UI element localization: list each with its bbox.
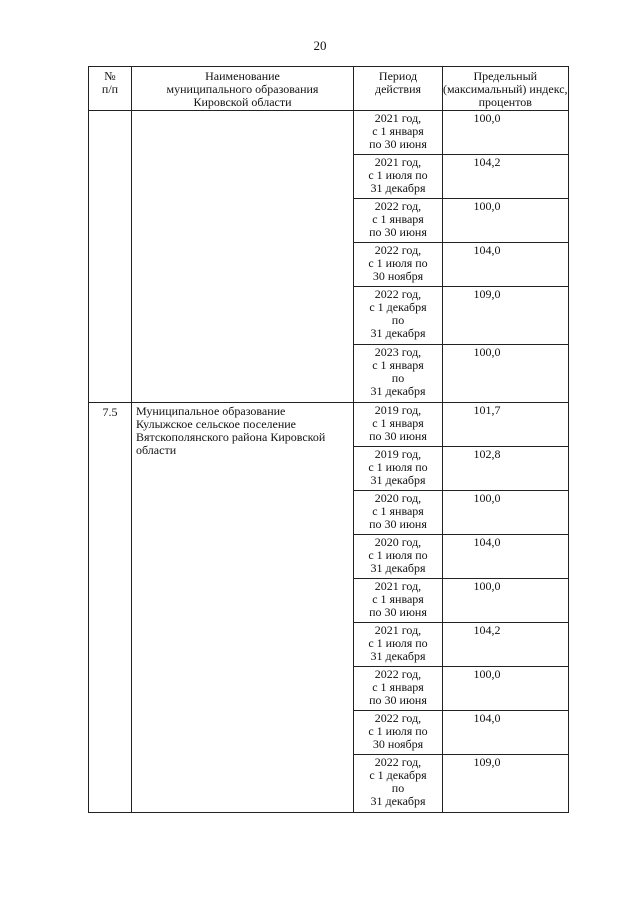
period-line: по 30 июня [369,605,427,619]
period-line: 2023 год, [374,345,422,359]
index-value: 100,0 [473,111,501,125]
period-line: по 30 июня [369,693,427,707]
period-line: с 1 июля по [368,460,428,474]
period-line: с 1 января [372,358,424,372]
header-index-line: (максимальный) индекс, [443,82,568,96]
period-cell [354,667,443,711]
period-cell [354,345,443,403]
period-line: 2019 год, [374,403,422,417]
period-line: с 1 декабря [369,300,427,314]
index-value: 100,0 [473,345,501,359]
index-value: 101,7 [473,403,501,417]
index-cell [443,243,569,287]
index-cell [443,345,569,403]
period-line: 2020 год, [374,491,422,505]
header-period-line: действия [374,82,422,96]
index-value: 104,2 [473,623,501,637]
period-cell [354,111,443,155]
period-line: по [391,781,405,795]
header-name [132,67,354,111]
period-line: 2022 год, [374,755,422,769]
period-line: с 1 января [372,212,424,226]
index-cell [443,155,569,199]
index-cell [443,111,569,155]
period-line: 2021 год, [374,579,422,593]
period-cell [354,243,443,287]
index-cell [443,535,569,579]
table-header-row [89,67,569,111]
period-line: 31 декабря [370,649,426,663]
period-line: по [391,313,405,327]
index-value: 100,0 [473,579,501,593]
header-period-line: Период [378,69,418,83]
header-period [354,67,443,111]
period-cell [354,287,443,345]
index-value: 104,0 [473,243,501,257]
municipality-name-line: Вятскополянского района Кировской [136,430,326,444]
period-line: с 1 июля по [368,548,428,562]
period-cell [354,447,443,491]
municipality-name-line: Муниципальное образование [136,404,286,418]
period-line: 31 декабря [370,326,426,340]
period-cell [354,199,443,243]
index-value: 109,0 [473,755,501,769]
period-line: 31 декабря [370,384,426,398]
period-line: 2021 год, [374,623,422,637]
period-line: с 1 января [372,124,424,138]
period-line: по 30 июня [369,225,427,239]
period-cell [354,711,443,755]
period-line: 2020 год, [374,535,422,549]
period-line: 30 ноября [372,737,424,751]
period-line: 2019 год, [374,447,422,461]
page-number: 20 [313,38,327,53]
period-cell [354,535,443,579]
period-line: 31 декабря [370,794,426,808]
header-no [89,67,132,111]
period-cell [354,403,443,447]
municipality-name-line: Кулыжское сельское поселение [136,417,297,431]
index-value: 104,0 [473,711,501,725]
municipality-name-line: области [136,443,177,457]
period-line: с 1 июля по [368,256,428,270]
index-value: 104,0 [473,535,501,549]
index-cell [443,403,569,447]
table-row [89,111,569,155]
period-line: с 1 января [372,680,424,694]
period-line: с 1 января [372,416,424,430]
row-number: 7.5 [89,403,132,813]
period-line: 2022 год, [374,199,422,213]
header-name-line: муниципального образования [166,82,319,96]
period-line: с 1 июля по [368,168,428,182]
index-cell [443,755,569,813]
header-no-line: № [104,69,116,83]
index-value: 100,0 [473,491,501,505]
period-line: с 1 июля по [368,636,428,650]
period-line: 2021 год, [374,155,422,169]
index-value: 104,2 [473,155,501,169]
period-line: с 1 января [372,504,424,518]
period-line: 2022 год, [374,667,422,681]
index-value: 102,8 [473,447,501,461]
table-row [89,403,569,447]
index-cell [443,199,569,243]
header-index-line: Предельный [473,69,538,83]
index-cell [443,623,569,667]
index-value: 109,0 [473,287,501,301]
period-line: с 1 января [372,592,424,606]
municipality-name [132,403,354,813]
period-cell [354,491,443,535]
period-line: по 30 июня [369,137,427,151]
period-line: с 1 июля по [368,724,428,738]
index-cell [443,447,569,491]
header-name-line: Наименование [205,69,280,83]
header-index-line: процентов [478,95,532,109]
period-cell [354,755,443,813]
period-line: 31 декабря [370,181,426,195]
period-line: 2021 год, [374,111,422,125]
index-cell [443,491,569,535]
index-cell [443,711,569,755]
index-value: 100,0 [473,199,501,213]
index-value: 100,0 [473,667,501,681]
row-number [89,111,132,403]
period-cell [354,579,443,623]
tariff-index-table [88,66,569,813]
index-cell [443,667,569,711]
header-no-line: п/п [101,82,119,96]
header-name-line: Кировской области [193,95,292,109]
period-line: 2022 год, [374,287,422,301]
period-line: 31 декабря [370,473,426,487]
period-line: 2022 год, [374,711,422,725]
period-line: по 30 июня [369,429,427,443]
period-line: 2022 год, [374,243,422,257]
period-line: 30 ноября [372,269,424,283]
index-cell [443,579,569,623]
period-line: по [391,371,405,385]
header-index [443,67,569,111]
municipality-name [132,111,354,403]
period-cell [354,623,443,667]
period-line: с 1 декабря [369,768,427,782]
period-line: по 30 июня [369,517,427,531]
period-line: 31 декабря [370,561,426,575]
period-cell [354,155,443,199]
index-cell [443,287,569,345]
table-body [89,111,569,813]
